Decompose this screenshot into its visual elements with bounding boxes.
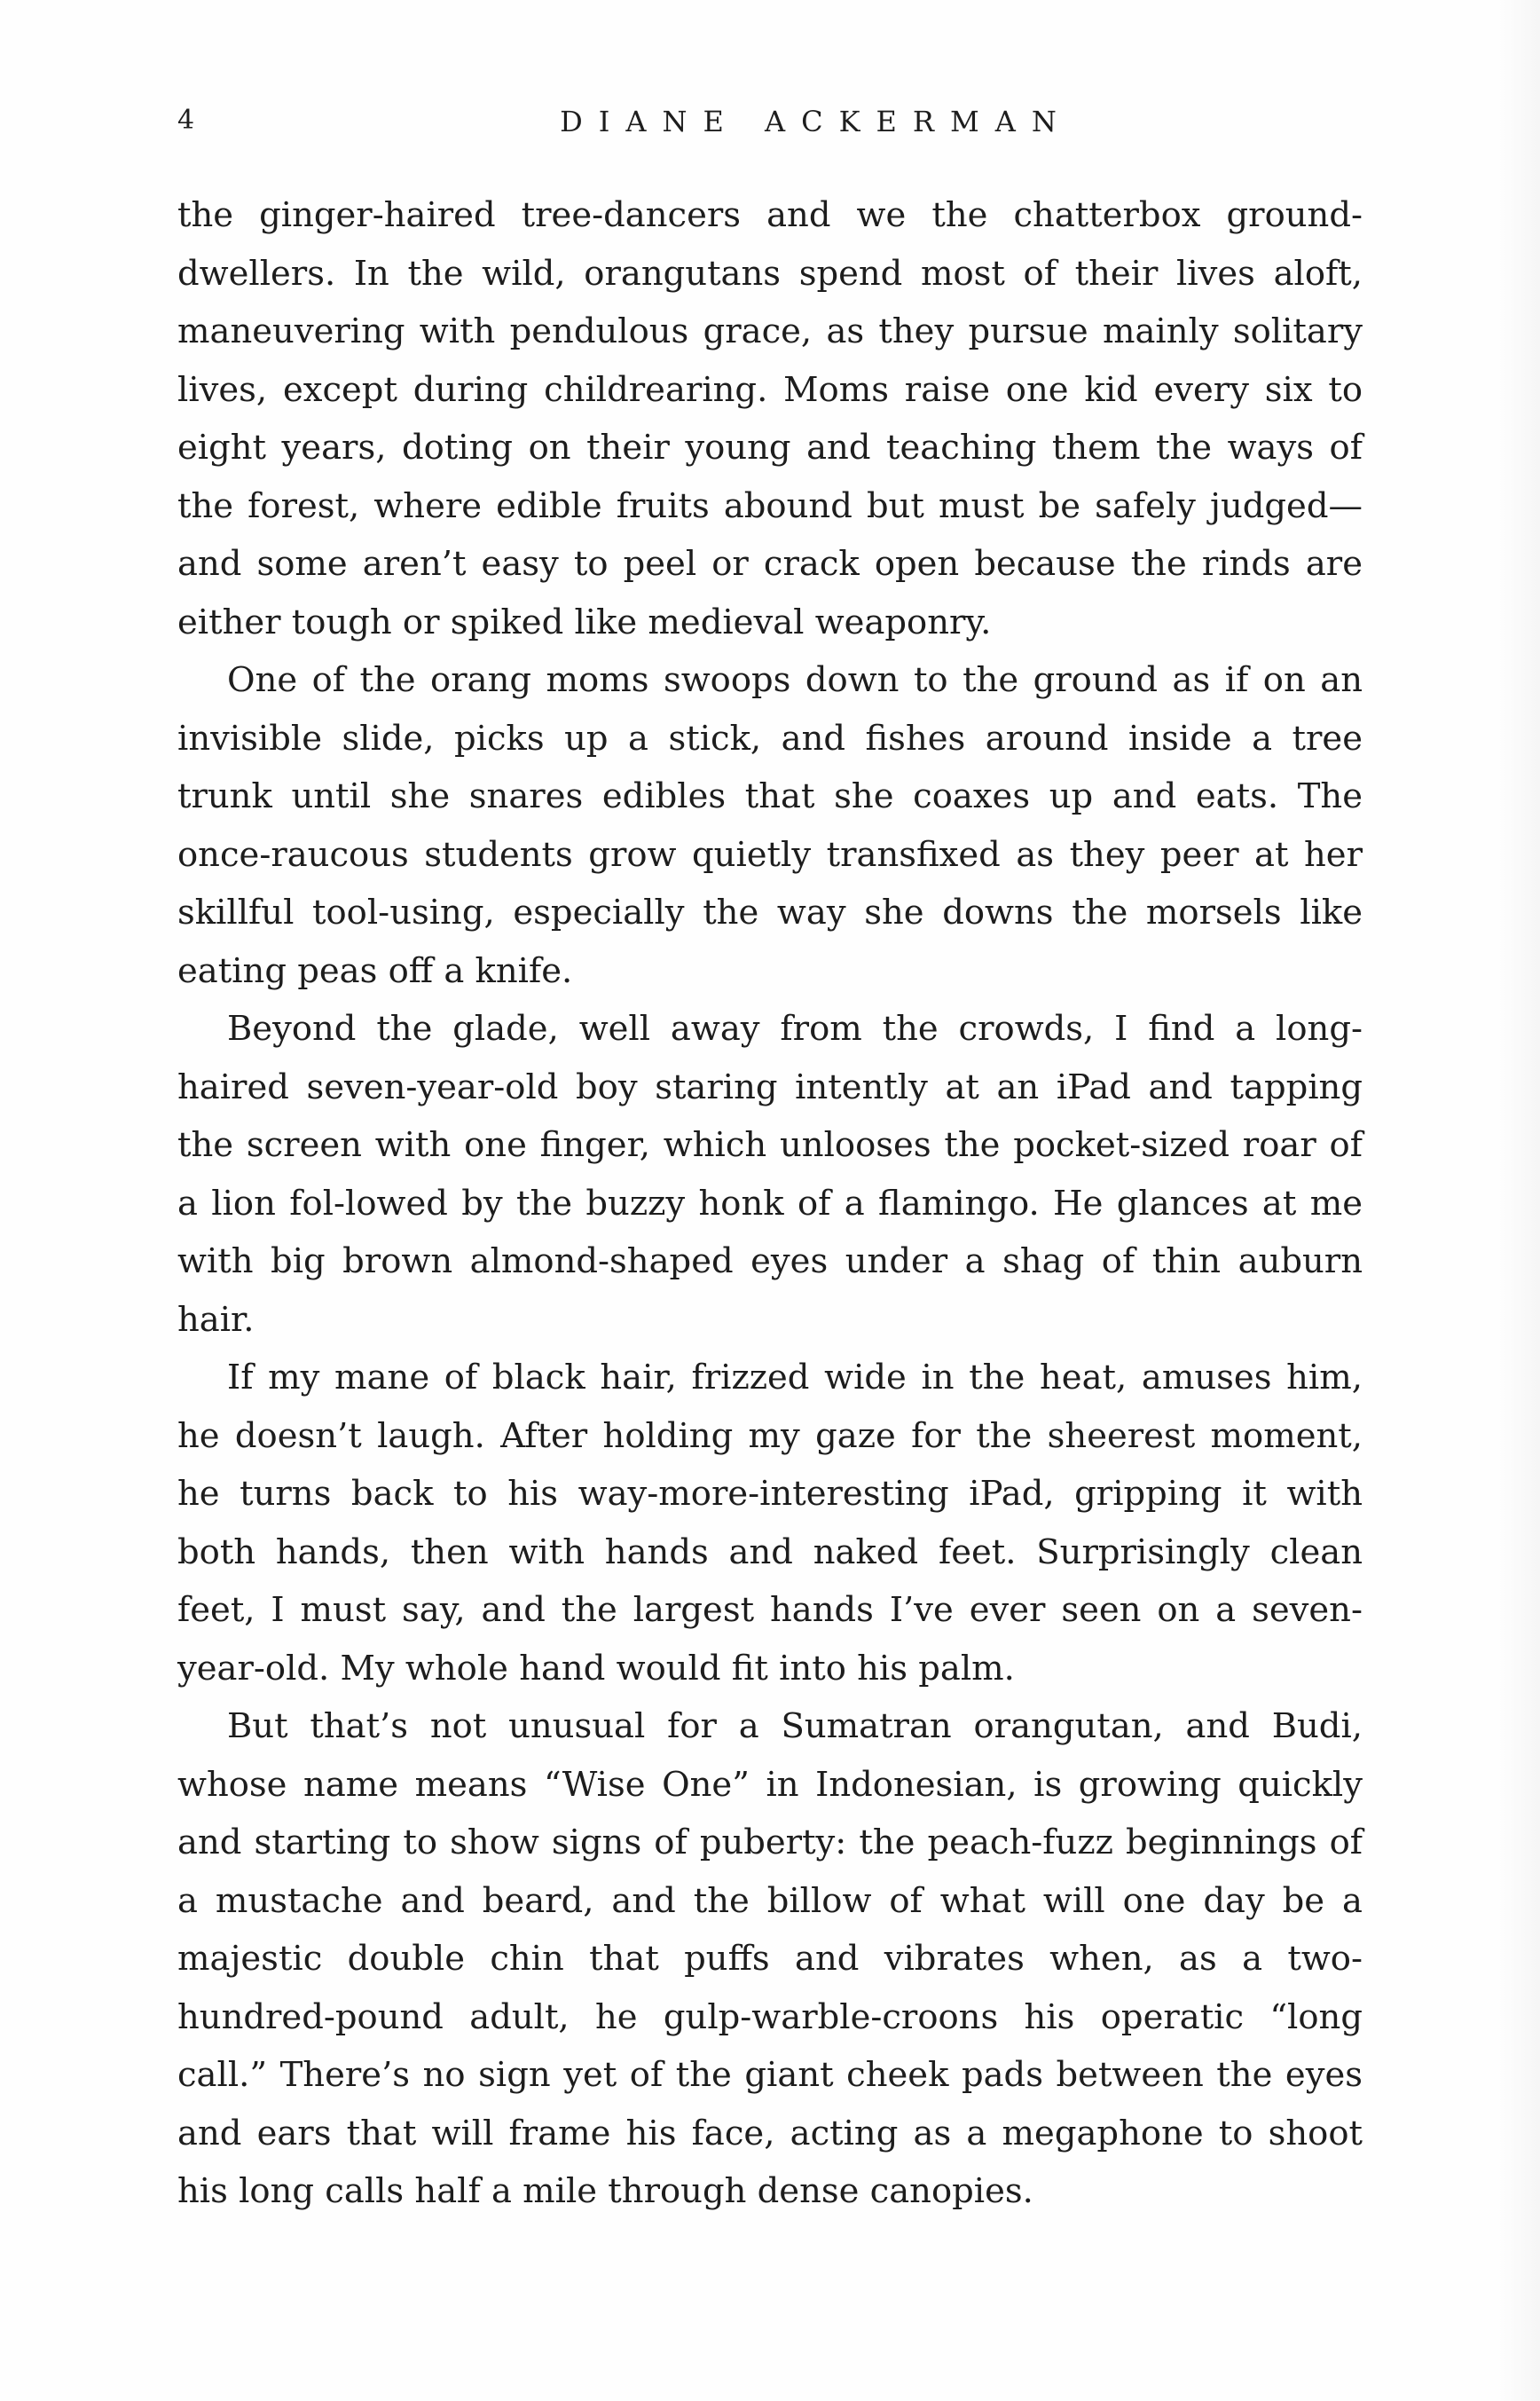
- paragraph-boy-ipad: Beyond the glade, well away from the crowds, I find a long-haired seven-year-old boy staring intently at an iPad and tapping the screen with one finger, which unlooses the pocket-sized roar of a lion fol-lowed by the buzzy honk of a flamingo. He glances at me with big brown almond-shaped eyes under a shag of thin auburn hair.: [177, 1009, 1363, 1340]
- body-text: [177, 186, 1363, 2221]
- paragraph-budi: But that’s not unusual for a Sumatran orangutan, and Budi, whose name means “Wise One” in Indonesian, is growing quickly and starting to show signs of puberty: the peach-fuzz beginnings of a mustache and beard, and the billow of what will one day be a majestic double chin that puffs and vibrates when, as a two-hundred-pound adult, he gulp-warble-croons his operatic “long call.” There’s no sign yet of the giant cheek pads between the eyes and ears that will frame his face, acting as a megaphone to shoot his long calls half a mile through dense canopies.: [177, 1706, 1363, 2211]
- page-number: 4: [177, 105, 195, 136]
- paragraph-continued: the ginger-haired tree-dancers and we the chatterbox ground-dwellers. In the wild, orangutans spend most of their lives aloft, maneuvering with pendulous grace, as they pursue mainly solitary lives, except during childrearing. Moms raise one kid every six to eight years, doting on their young and teaching them the ways of the forest, where edible fruits abound but must be safely judged—and some aren’t easy to peel or crack open because the rinds are either tough or spiked like medieval weaponry.: [177, 195, 1363, 642]
- paragraph-hands-feet: If my mane of black hair, frizzed wide in the heat, amuses him, he doesn’t laugh. After holding my gaze for the sheerest moment, he turns back to his way-more-interesting iPad, gripping it with both hands, then with hands and naked feet. Surprisingly clean feet, I must say, and the largest hands I’ve ever seen on a seven-year-old. My whole hand would fit into his palm.: [177, 1358, 1363, 1689]
- page-edge-shadow: [1497, 0, 1540, 2401]
- page-header: [177, 105, 1366, 149]
- running-head-author: DIANE ACKERMAN: [560, 105, 1072, 138]
- paragraph-orang-mom: One of the orang moms swoops down to the ground as if on an invisible slide, picks up a stick, and fishes around inside a tree trunk until she snares edibles that she coaxes up and eats. The once-raucous students grow quietly transfixed as they peer at her skillful tool-using, especially the way she downs the morsels like eating peas off a knife.: [177, 660, 1363, 991]
